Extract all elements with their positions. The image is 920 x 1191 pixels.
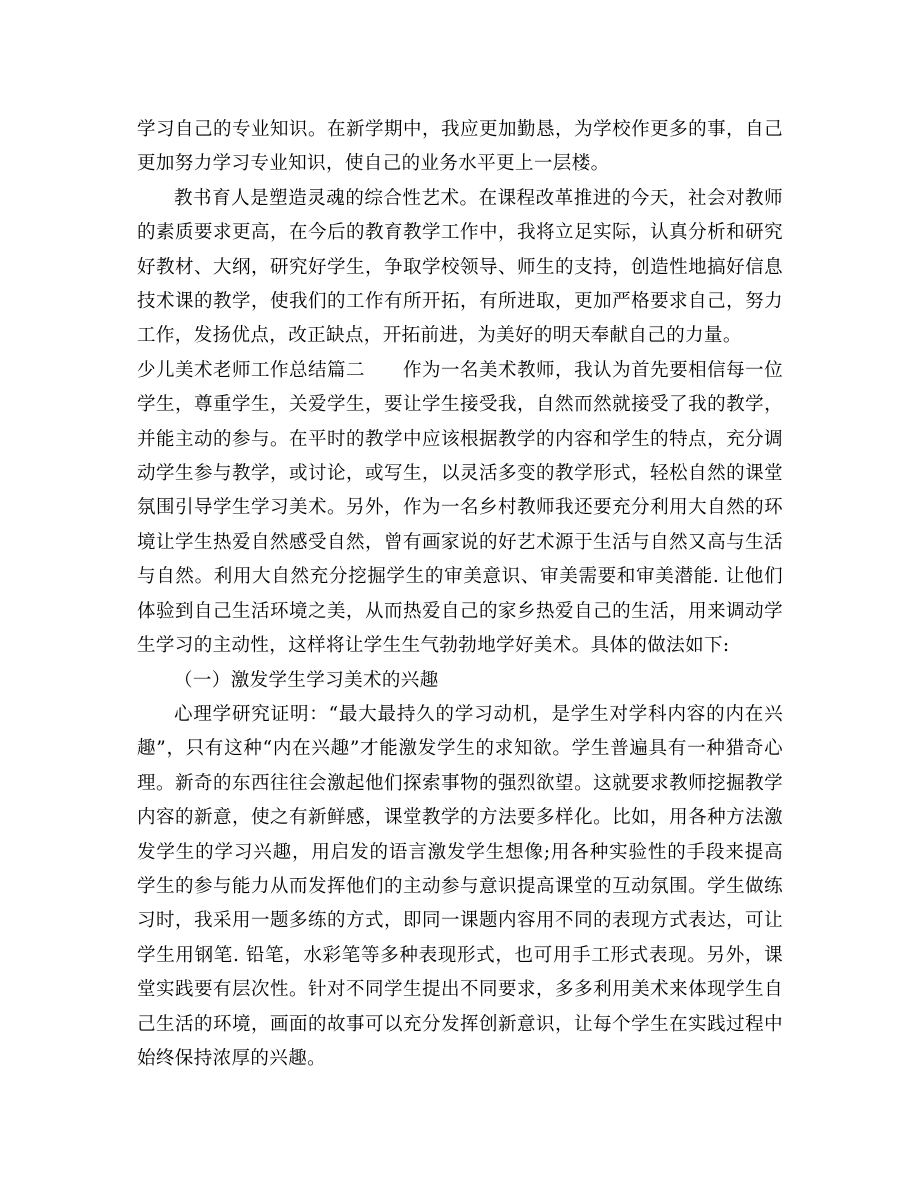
paragraph-3-section-heading: 少儿美术老师工作总结篇二 作为一名美术教师，我认为首先要相信每一位学生，尊重学生，关爱学生，要让学生接受我，自然而然就接受了我的教学，并能主动的参与。在平时的教学中应该根据教学的内容和学生的特点，充分调动学生参与教学，或讨论，或写生，以灵活多变的教学形式，轻松自然的课堂氛围引导学生学习美术。另外，作为一名乡村教师我还要充分利用大自然的环境让学生热爱自然感受自然，曾有画家说的好艺术源于生活与自然又高与生活与自然。利用大自然充分挖掘学生的审美意识、审美需要和审美潜能. 让他们体验到自己生活环境之美，从而热爱自己的家乡热爱自己的生活，用来调动学生学习的主动性，这样将让学生生气勃勃地学好美术。具体的做法如下:	[137, 359, 783, 657]
paragraph-4-subheading: （一）激发学生学习美术的兴趣	[174, 669, 439, 691]
document-body	[137, 113, 783, 1076]
paragraph-5: 心理学研究证明：“最大最持久的学习动机，是学生对学科内容的内在兴趣”，只有这种“内在兴趣”才能激发学生的求知欲。学生普遍具有一种猎奇心理。新奇的东西往往会激起他们探索事物的强烈欲望。这就要求教师挖掘教学内容的新意，使之有新鲜感，课堂教学的方法要多样化。比如，用各种方法激发学生的学习兴趣，用启发的语言激发学生想像;用各种实验性的手段来提高学生的参与能力从而发挥他们的主动参与意识提高课堂的互动氛围。学生做练习时，我采用一题多练的方式，即同一课题内容用不同的表现方式表达，可让学生用钢笔. 铅笔，水彩笔等多种表现形式，也可用手工形式表现。另外，课堂实践要有层次性。针对不同学生提出不同要求，多多利用美术来体现学生自己生活的环境，画面的故事可以充分发挥创新意识，让每个学生在实践过程中始终保持浓厚的兴趣。	[137, 703, 783, 1069]
paragraph-2: 教书育人是塑造灵魂的综合性艺术。在课程改革推进的今天，社会对教师的素质要求更高，在今后的教育教学工作中，我将立足实际，认真分析和研究好教材、大纲，研究好学生，争取学校领导、师生的支持，创造性地搞好信息技术课的教学，使我们的工作有所开拓，有所进取，更加严格要求自己，努力工作，发扬优点，改正缺点，开拓前进，为美好的明天奉献自己的力量。	[137, 187, 783, 347]
paragraph-1: 学习自己的专业知识。在新学期中，我应更加勤恳，为学校作更多的事，自己更加努力学习专业知识，使自己的业务水平更上一层楼。	[137, 119, 783, 175]
